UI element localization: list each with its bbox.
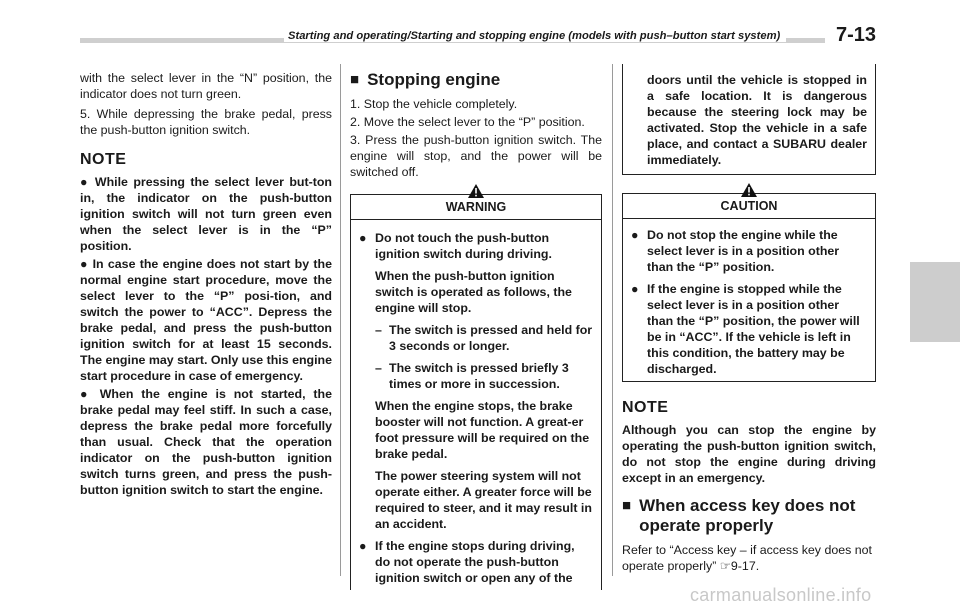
section-marker-icon: ■: [622, 497, 632, 514]
column-2: [350, 70, 602, 590]
bullet-icon: ●: [631, 282, 639, 296]
warning-paragraph: When the engine stops, the brake booster will not function. A great-er foot pressure will be required on the brake pedal.: [375, 399, 590, 461]
warning-box: [350, 220, 602, 590]
caution-box: [622, 219, 876, 382]
note-item: ● When the engine is not started, the brake pedal may feel stiff. In such a case, depress the brake pedal more forcefully than usual. Check that the operation indicator on the push-button ignition switch turns green, and press the push-button ignition switch to start the engine.: [80, 387, 332, 497]
column-divider-2: [612, 64, 613, 576]
caution-item: ● Do not stop the engine while the select lever is in a position other than the “P” position.: [631, 228, 840, 274]
column-divider-1: [340, 64, 341, 576]
note-heading: NOTE: [80, 151, 127, 168]
column-1: [80, 70, 332, 500]
chapter-side-tab: [910, 262, 960, 342]
section-marker-icon: ■: [350, 71, 360, 88]
bullet-icon: ●: [359, 231, 367, 245]
warning-paragraph: The power steering system will not operate either. A greater force will be required to steer, and it may result in an accident.: [375, 469, 592, 531]
reference-paragraph: Refer to “Access key – if access key does not operate properly” ☞9-17.: [622, 543, 872, 573]
note-heading: NOTE: [622, 399, 669, 416]
warning-paragraph: When the push-button ignition switch is operated as follows, the engine will stop.: [375, 269, 572, 315]
bullet-icon: ●: [359, 539, 367, 553]
note-item: ● While pressing the select lever but-ton in, the indicator on the push-button ignition switch will not turn green even when the select lever is in the “P” position.: [80, 175, 332, 253]
section-heading: ■ Stopping engine: [350, 70, 501, 89]
step-5: 5. While depressing the brake pedal, press the push-button ignition switch.: [80, 107, 332, 137]
paragraph: with the select lever in the “N” position, the indicator does not turn green.: [80, 71, 332, 101]
watermark: carmanualsonline.info: [690, 585, 872, 605]
column-3: [622, 64, 876, 576]
warning-triangle-icon: [468, 184, 484, 198]
step-3: 3. Press the push-button ignition switch. The engine will stop, and the power will be switched off.: [350, 133, 602, 179]
note-item: ● In case the engine does not start by the normal engine start procedure, move the select lever to the “P” posi-tion, and switch the power to “ACC”. Depress the brake pedal, and press the push-button ignition switch for at least 15 seconds. The engine may start. Only use this engine start procedure in case of emergency.: [80, 257, 333, 383]
caution-triangle-icon: [741, 183, 757, 197]
warning-item: ● Do not touch the push-button ignition switch during driving.: [359, 231, 552, 261]
caution-item: ● If the engine is stopped while the select lever is in a position other than the “P” position, the power will be in “ACC”. If the vehicle is left in this condition, the battery may be discharged.: [631, 282, 860, 376]
page-number: 7-13: [836, 24, 877, 46]
warning-dash-item: – The switch is pressed and held for 3 seconds or longer.: [375, 323, 593, 353]
running-header: Starting and operating/Starting and stopping engine (models with push–button start system): [284, 30, 786, 42]
warning-dash-item: – The switch is pressed briefly 3 times or more in succession.: [375, 361, 569, 391]
bullet-icon: ●: [80, 175, 95, 189]
warning-item: ● If the engine stops during driving, do not operate the push-button ignition switch or open any of the: [359, 539, 575, 585]
bullet-icon: ●: [80, 387, 100, 401]
warning-paragraph: doors until the vehicle is stopped in a safe location. It is dangerous because the steering lock may be activated. Stop the vehicle in a safe place, and contact a SUBARU dealer immediately.: [647, 73, 867, 167]
bullet-icon: ●: [80, 257, 93, 271]
step-1: 1. Stop the vehicle completely.: [350, 97, 518, 111]
warning-title-box: WARNING: [350, 194, 602, 220]
bullet-icon: ●: [631, 228, 639, 242]
note-paragraph: Although you can stop the engine by operating the push-button ignition switch, do not stop the engine during driving except in an emergency.: [622, 423, 876, 485]
caution-title-box: CAUTION: [622, 193, 876, 219]
warning-box-continued: [622, 64, 876, 175]
step-2: 2. Move the select lever to the “P” position.: [350, 115, 585, 129]
section-heading: ■ When access key does not operate properly: [622, 496, 856, 535]
